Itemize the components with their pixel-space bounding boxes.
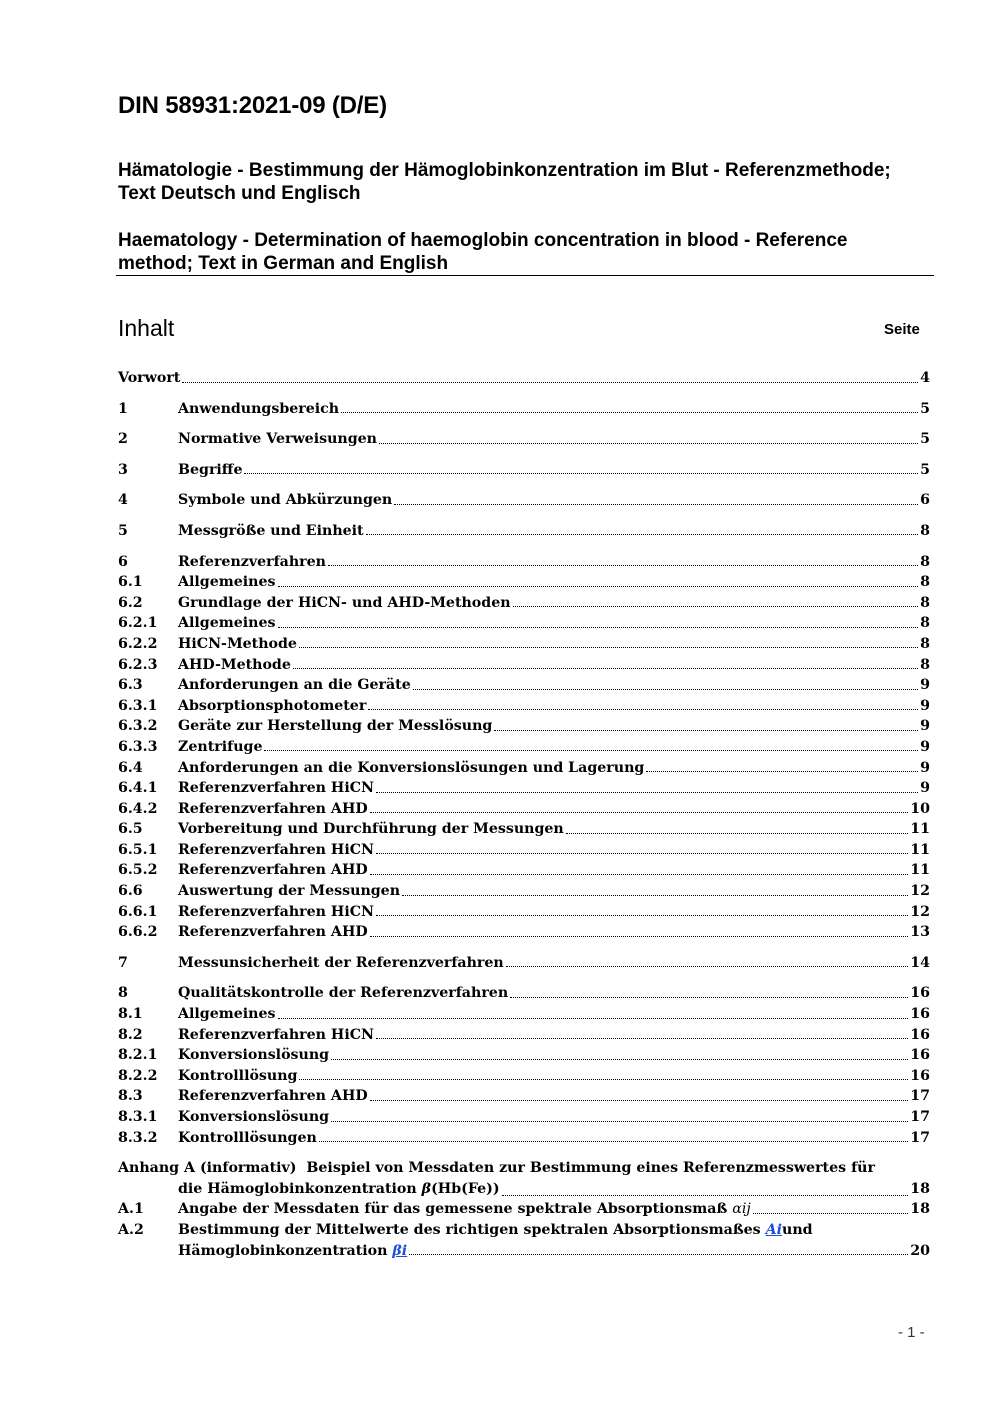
toc-entry-number: 5: [118, 522, 128, 539]
toc-entry-page: 16: [910, 1006, 930, 1023]
dot-leader: [293, 668, 918, 669]
toc-entry[interactable]: [118, 554, 930, 575]
toc-annex-entry[interactable]: [118, 1160, 930, 1201]
alpha-ij-symbol: αij: [732, 1201, 751, 1218]
toc-entry-page: 16: [910, 1047, 930, 1064]
toc-entry[interactable]: [118, 821, 930, 842]
toc-entry-page: 4: [920, 370, 930, 386]
toc-entry-page: 6: [920, 492, 930, 509]
dot-leader: [566, 833, 909, 834]
toc-entry-number: 8.3.2: [118, 1129, 158, 1146]
document-title: DIN 58931:2021-09 (D/E): [118, 92, 387, 119]
toc-entry-page: 9: [920, 759, 930, 776]
toc-entry-page: 9: [920, 738, 930, 755]
toc-entry[interactable]: [118, 862, 930, 883]
toc-entry-title: Messgröße und Einheit: [178, 522, 364, 539]
toc-entry-page: 18: [910, 1201, 930, 1218]
toc-entry-title: Angabe der Messdaten für das gemessene spektrale Absorptionsmaß: [178, 1201, 728, 1218]
toc-entry-title: Anforderungen an die Geräte: [178, 677, 411, 694]
dot-leader: [370, 936, 909, 937]
title-german: Hämatologie - Bestimmung der Hämoglobinkonzentration im Blut - Referenzmethode; Text Deutsch und Englisch: [118, 160, 891, 204]
header-divider: [116, 275, 934, 276]
dot-leader: [646, 771, 918, 772]
toc-entry-number: 6.2.1: [118, 615, 158, 632]
toc-entry-title: Referenzverfahren AHD: [178, 862, 368, 879]
toc-entry-number: 6.6: [118, 883, 143, 900]
toc-entry[interactable]: [118, 523, 930, 544]
dot-leader: [264, 750, 918, 751]
dot-leader: [331, 1121, 908, 1122]
dot-leader: [376, 792, 918, 793]
dot-leader: [376, 853, 908, 854]
dot-leader: [413, 689, 918, 690]
toc-entry-number: 6.3.2: [118, 718, 158, 735]
toc-entry-number: 7: [118, 954, 128, 971]
dot-leader: [319, 1141, 908, 1142]
dot-leader: [402, 895, 908, 896]
toc-entry-title: Referenzverfahren HiCN: [178, 780, 374, 797]
toc-entry[interactable]: [118, 677, 930, 698]
toc-entry-title: Vorbereitung und Durchführung der Messungen: [178, 821, 564, 838]
toc-entry-number: 6.4: [118, 759, 143, 776]
dot-leader: [331, 1059, 908, 1060]
toc-entry-page: 8: [920, 594, 930, 611]
toc-entry[interactable]: [118, 780, 930, 801]
toc-entry-page: 9: [920, 718, 930, 735]
toc-entry-number: 6.6.2: [118, 924, 158, 941]
annex-title-line1: Beispiel von Messdaten zur Bestimmung eines Referenzmesswertes für: [306, 1160, 875, 1177]
toc-entry[interactable]: [118, 955, 930, 976]
beta-i-symbol-link[interactable]: βi: [392, 1242, 408, 1259]
dot-leader: [379, 443, 918, 444]
toc-entry[interactable]: [118, 492, 930, 513]
toc-entry-page: 11: [910, 821, 930, 838]
toc-entry-title: Grundlage der HiCN- und AHD-Methoden: [178, 594, 511, 611]
toc-entry-number: 8.2.2: [118, 1067, 158, 1084]
toc-entry[interactable]: [118, 718, 930, 739]
toc-entry-title: Referenzverfahren AHD: [178, 800, 368, 817]
toc-entry[interactable]: [118, 1047, 930, 1068]
toc-entry-page: 17: [910, 1088, 930, 1105]
toc-entry-page: 8: [920, 615, 930, 632]
toc-entry[interactable]: [118, 1222, 930, 1263]
toc-entry-title: Absorptionsphotometer: [178, 697, 367, 714]
toc-entry-title: Referenzverfahren HiCN: [178, 903, 374, 920]
toc-entry-number: 6.3.3: [118, 738, 158, 755]
toc-entry-number: 1: [118, 400, 128, 417]
toc-entry-number: 6.3.1: [118, 697, 158, 714]
dot-leader: [182, 382, 918, 383]
toc-entry-title: Allgemeines: [178, 615, 276, 632]
toc-entry-page: 18: [910, 1180, 930, 1197]
toc-entry-title: Geräte zur Herstellung der Messlösung: [178, 718, 493, 735]
toc-entry-title: Symbole und Abkürzungen: [178, 492, 393, 509]
dot-leader: [278, 627, 919, 628]
toc-entry-title: Kontrolllösung: [178, 1067, 298, 1084]
dot-leader: [370, 874, 909, 875]
toc-entry-page: 20: [910, 1242, 930, 1259]
beta-symbol: β: [421, 1180, 432, 1197]
toc-entry-page: 12: [910, 903, 930, 920]
toc-entry-title-line2: Hämoglobinkonzentration: [178, 1242, 388, 1259]
dot-leader: [394, 504, 918, 505]
dot-leader: [299, 647, 918, 648]
annex-title-line2: die Hämoglobinkonzentration: [178, 1180, 417, 1197]
toc-entry-page: 9: [920, 780, 930, 797]
toc-entry[interactable]: [118, 760, 930, 781]
toc-entry-title: Referenzverfahren: [178, 553, 326, 570]
toc-entry-page: 11: [910, 862, 930, 879]
annex-label: Anhang A (informativ): [118, 1160, 297, 1177]
toc-entry-title: Allgemeines: [178, 574, 276, 591]
page-number: - 1 -: [898, 1324, 925, 1341]
toc-entry-title: Allgemeines: [178, 1006, 276, 1023]
toc-entry[interactable]: [118, 1109, 930, 1130]
toc-entry-number: 4: [118, 492, 128, 509]
toc-entry-title: Referenzverfahren HiCN: [178, 841, 374, 858]
toc-entry-number: 6.6.1: [118, 903, 158, 920]
toc-entry[interactable]: [118, 636, 930, 657]
toc-entry[interactable]: [118, 431, 930, 452]
toc-entry-page: 13: [910, 924, 930, 941]
toc-entry-page: 16: [910, 985, 930, 1002]
toc-entry[interactable]: [118, 739, 930, 760]
dot-leader: [502, 1195, 909, 1196]
toc-entry-number: A.1: [118, 1201, 144, 1218]
toc-entry-number: 6.1: [118, 574, 143, 591]
toc-entry-title: Anforderungen an die Konversionslösungen und Lagerung: [178, 759, 645, 776]
toc-entry-page: 9: [920, 677, 930, 694]
toc-entry[interactable]: [118, 615, 930, 636]
toc-entry-title: Konversionslösung: [178, 1109, 330, 1125]
toc-entry-title: Referenzverfahren AHD: [178, 1088, 368, 1105]
toc-entry[interactable]: [118, 1130, 930, 1151]
toc-entry[interactable]: [118, 462, 930, 483]
toc-entry[interactable]: [118, 574, 930, 595]
toc-entry[interactable]: [118, 698, 930, 719]
toc-entry-number: 6.5.2: [118, 862, 158, 879]
table-of-contents: [118, 370, 930, 1263]
toc-entry-title-suffix: und: [782, 1221, 813, 1238]
toc-entry-title: Bestimmung der Mittelwerte des richtigen spektralen Absorptionsmaßes: [178, 1221, 761, 1238]
dot-leader: [409, 1254, 908, 1255]
toc-entry-title: Messunsicherheit der Referenzverfahren: [178, 954, 504, 971]
toc-entry-number: 6.2: [118, 594, 143, 611]
toc-entry-page: 8: [920, 574, 930, 591]
toc-entry[interactable]: [118, 1201, 930, 1222]
toc-entry-number: 6.5: [118, 821, 143, 838]
toc-entry-number: 6.5.1: [118, 841, 158, 858]
toc-entry-title: Anwendungsbereich: [178, 400, 340, 417]
toc-entry-page: 16: [910, 1067, 930, 1084]
toc-entry[interactable]: [118, 1068, 930, 1089]
toc-entry-number: 8: [118, 985, 128, 1002]
toc-entry-number: 3: [118, 461, 128, 478]
toc-entry-page: 9: [920, 697, 930, 714]
toc-entry-page: 8: [920, 656, 930, 673]
toc-entry-title: Normative Verweisungen: [178, 431, 377, 448]
toc-entry-page: 8: [920, 635, 930, 652]
a-i-symbol-link[interactable]: Ai: [765, 1221, 783, 1238]
toc-entry[interactable]: [118, 924, 930, 945]
dot-leader: [278, 586, 919, 587]
toc-entry[interactable]: [118, 801, 930, 822]
toc-entry[interactable]: [118, 985, 930, 1006]
toc-entry-number: 6.3: [118, 677, 143, 694]
dot-leader: [513, 606, 919, 607]
toc-heading: Inhalt: [118, 315, 175, 341]
toc-entry[interactable]: [118, 657, 930, 678]
dot-leader: [370, 1100, 909, 1101]
toc-entry-page: 16: [910, 1026, 930, 1043]
toc-entry-number: 8.1: [118, 1006, 143, 1023]
toc-entry-number: 8.3: [118, 1088, 143, 1105]
toc-entry-page: 5: [920, 431, 930, 448]
toc-entry-number: A.2: [118, 1221, 144, 1238]
toc-entry-page: 10: [910, 800, 930, 817]
annex-title-suffix: (Hb(Fe)): [431, 1180, 500, 1197]
toc-entry-number: 6.4.2: [118, 800, 158, 817]
dot-leader: [328, 565, 918, 566]
toc-entry[interactable]: [118, 1027, 930, 1048]
toc-entry-page: 17: [910, 1129, 930, 1146]
toc-entry-number: 6.2.3: [118, 656, 158, 673]
toc-entry-title: Auswertung der Messungen: [178, 883, 401, 900]
toc-entry-number: 6.4.1: [118, 780, 158, 797]
toc-entry-title: Konversionslösung: [178, 1047, 330, 1064]
dot-leader: [753, 1213, 908, 1214]
title-english: Haematology - Determination of haemoglobin concentration in blood - Reference method; Text in German and English: [118, 230, 848, 274]
dot-leader: [506, 966, 909, 967]
toc-entry-page: 17: [910, 1109, 930, 1125]
toc-entry[interactable]: [118, 1006, 930, 1027]
dot-leader: [244, 473, 918, 474]
dot-leader: [341, 412, 918, 413]
toc-entry[interactable]: [118, 883, 930, 904]
toc-entry-number: 2: [118, 431, 128, 448]
toc-entry[interactable]: [118, 595, 930, 616]
dot-leader: [494, 730, 918, 731]
toc-entry-page: 8: [920, 553, 930, 570]
toc-entry[interactable]: [118, 842, 930, 863]
toc-entry-title: Zentrifuge: [178, 738, 263, 755]
toc-entry-title: Begriffe: [178, 461, 243, 478]
toc-entry-title: Vorwort: [118, 370, 181, 386]
toc-entry-page: 11: [910, 841, 930, 858]
toc-entry-page: 5: [920, 400, 930, 417]
toc-entry-number: 6: [118, 553, 128, 570]
dot-leader: [278, 1018, 909, 1019]
toc-entry-page: 5: [920, 461, 930, 478]
dot-leader: [376, 1038, 908, 1039]
toc-entry-number: 6.2.2: [118, 635, 158, 652]
toc-entry-number: 8.2.1: [118, 1047, 158, 1064]
toc-entry-title: Kontrolllösungen: [178, 1129, 317, 1146]
toc-entry-number: 8.3.1: [118, 1109, 158, 1125]
toc-entry-title: Qualitätskontrolle der Referenzverfahren: [178, 985, 509, 1002]
toc-entry-title: AHD-Methode: [178, 656, 291, 673]
toc-entry[interactable]: [118, 370, 930, 391]
toc-entry[interactable]: [118, 1088, 930, 1109]
toc-entry[interactable]: [118, 401, 930, 422]
dot-leader: [376, 915, 908, 916]
dot-leader: [366, 534, 919, 535]
toc-entry-number: 8.2: [118, 1026, 143, 1043]
toc-page-column-heading: Seite: [884, 321, 920, 338]
dot-leader: [299, 1079, 908, 1080]
toc-entry-page: 8: [920, 522, 930, 539]
toc-entry-page: 14: [910, 954, 930, 971]
toc-entry[interactable]: [118, 904, 930, 925]
dot-leader: [368, 709, 918, 710]
toc-entry-title: HiCN-Methode: [178, 635, 297, 652]
dot-leader: [370, 812, 909, 813]
dot-leader: [510, 997, 908, 998]
toc-entry-title: Referenzverfahren AHD: [178, 924, 368, 941]
toc-entry-title: Referenzverfahren HiCN: [178, 1026, 374, 1043]
toc-entry-page: 12: [910, 883, 930, 900]
